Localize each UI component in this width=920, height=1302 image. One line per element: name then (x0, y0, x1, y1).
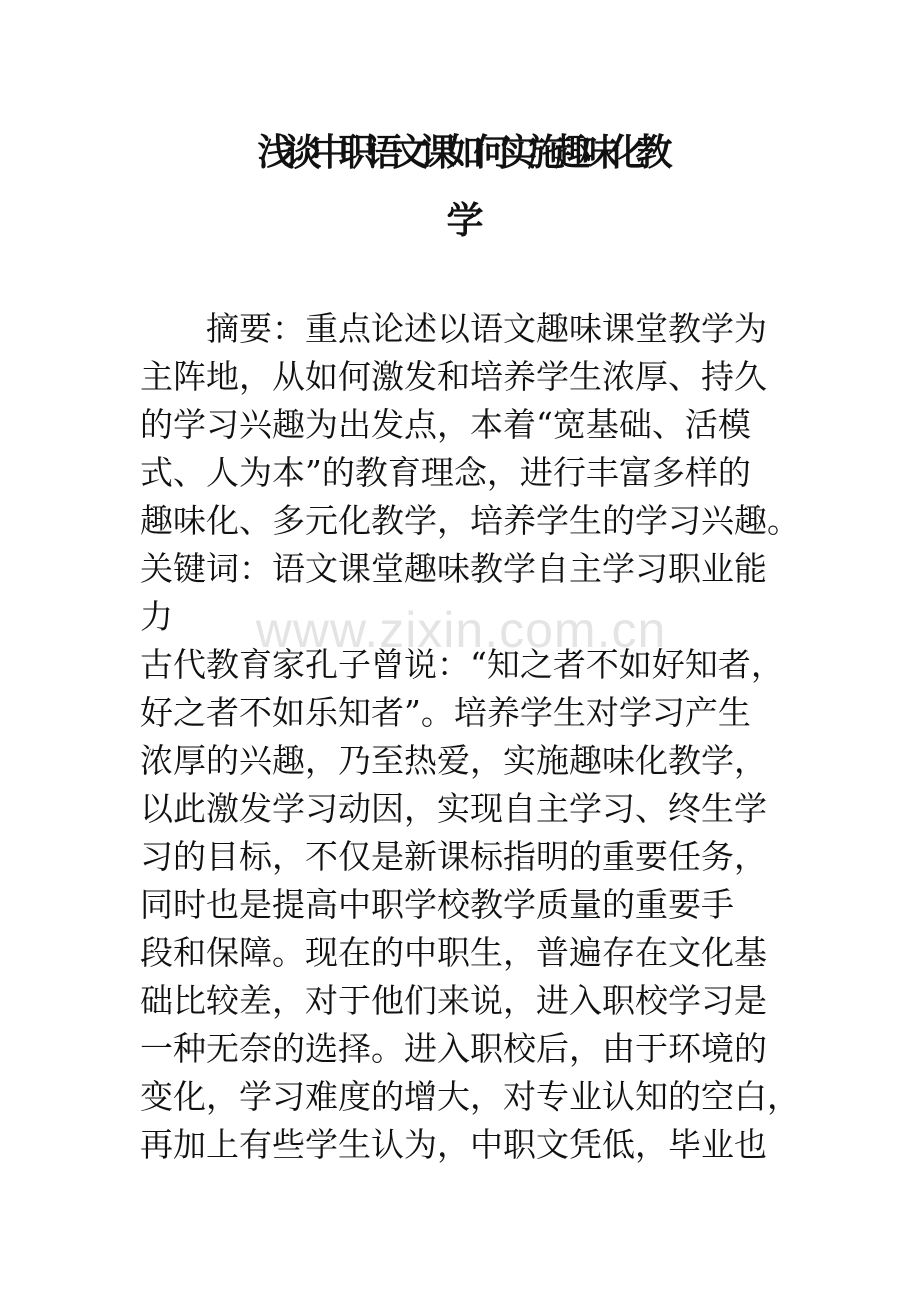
abstract-line-2: 主阵地，从如何激发和培养学生浓厚、持久 (140, 357, 767, 396)
abstract-line-1: 摘要：重点论述以语文趣味课堂教学为 (206, 309, 767, 348)
paragraph-line-11: 再加上有些学生认为，中职文凭低，毕业也 (140, 1125, 767, 1164)
paragraph-line-9: 一种无奈的选择。进入职校后，由于环境的 (140, 1029, 767, 1068)
paragraph-line-8: 础比较差，对于他们来说，进入职校学习是 (140, 981, 767, 1020)
paragraph-line-3: 浓厚的兴趣，乃至热爱，实施趣味化教学， (140, 741, 767, 780)
abstract-line-4: 式、人为本”的教育理念，进行丰富多样的 (140, 453, 751, 492)
paragraph-line-1: 古代教育家孔子曾说：“知之者不如好知者， (140, 645, 784, 684)
document-title-line-1: 浅谈中职语文课如何实施趣味化教 (257, 131, 663, 174)
keywords-line-1: 关键词：语文课堂趣味教学自主学习职业能 (140, 549, 767, 588)
paragraph-line-6: 同时也是提高中职学校教学质量的重要手 (140, 885, 734, 924)
paragraph-line-5: 习的目标，不仅是新课标指明的重要任务， (140, 837, 767, 876)
document-title-line-2: 学 (446, 199, 474, 242)
abstract-line-5: 趣味化、多元化教学，培养学生的学习兴趣。 (140, 501, 800, 540)
watermark: www.zixin.com.cn (255, 602, 667, 658)
paragraph-line-10: 变化，学习难度的增大，对专业认知的空白， (140, 1077, 800, 1116)
abstract-line-3: 的学习兴趣为出发点，本着“宽基础、活模 (140, 405, 751, 444)
keywords-line-2: 力 (140, 597, 173, 636)
paragraph-line-7: 段和保障。现在的中职生，普遍存在文化基 (140, 933, 767, 972)
paragraph-line-4: 以此激发学习动因，实现自主学习、终生学 (140, 789, 767, 828)
paragraph-line-2: 好之者不如乐知者”。培养学生对学习产生 (140, 693, 751, 732)
